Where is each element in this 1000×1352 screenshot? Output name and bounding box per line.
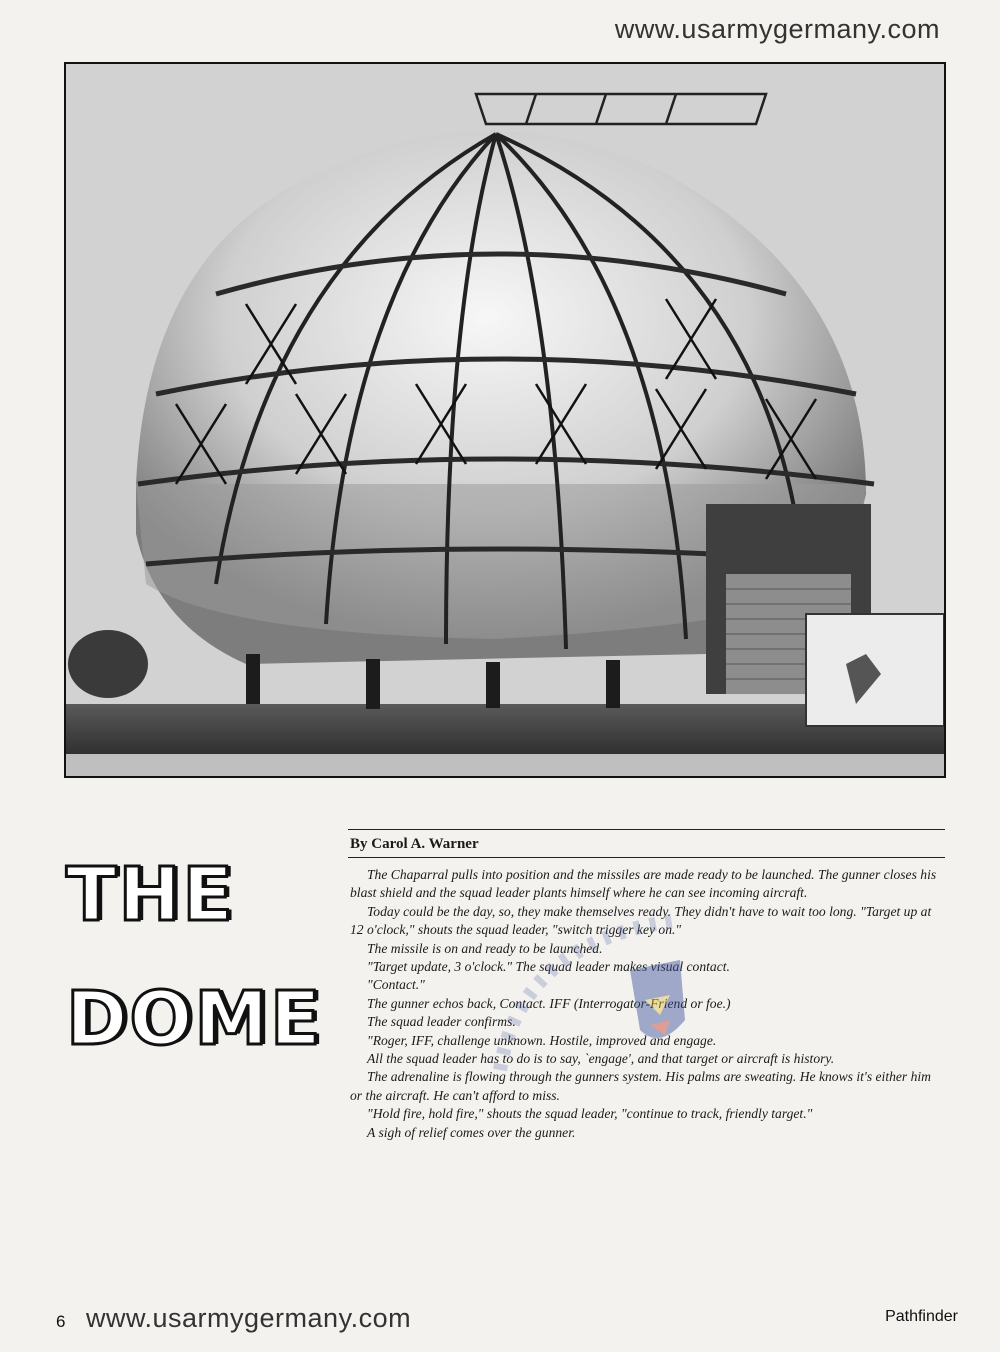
paragraph: The adrenaline is flowing through the gunners system. His palms are sweating. He knows it's either him or the aircraft. He can't afford to miss. (350, 1069, 932, 1103)
site-url-top: www.usarmygermany.com (614, 14, 940, 44)
page-number: 6 (56, 1312, 66, 1331)
paragraph: "Target update, 3 o'clock." The squad leader makes visual contact. (367, 959, 730, 975)
paragraph: "Hold fire, hold fire," shouts the squad leader, "continue to track, friendly target." (367, 1106, 813, 1122)
show-through-text (70, 790, 330, 806)
dome-photo (64, 62, 946, 778)
title-line-2: DOME (66, 976, 323, 1062)
paragraph: The gunner echos back, Contact. IFF (Interrogator-Friend or foe.) (367, 995, 731, 1011)
paragraph: The squad leader confirms. (367, 1014, 516, 1030)
publication-name: Pathfinder (885, 1308, 958, 1325)
byline-rule-bottom (348, 857, 945, 858)
byline-rule-top (348, 829, 945, 830)
paragraph: A sigh of relief comes over the gunner. (367, 1124, 576, 1140)
paragraph: The missile is on and ready to be launched. (367, 940, 603, 956)
title-line-1: THE (66, 852, 235, 938)
article-title (66, 852, 326, 1062)
paragraph: Today could be the day, so, they make themselves ready. They didn't have to wait too long. "Target up at 12 o'clock," shouts the squad leader, "switch trigger key on." (350, 903, 932, 938)
paragraph: All the squad leader has to do is to say, `engage', and that target or aircraft is history. (367, 1051, 835, 1067)
byline: By Carol A. Warner (350, 836, 479, 852)
paragraph: "Roger, IFF, challenge unknown. Hostile, improved and engage. (367, 1032, 717, 1048)
dome-illustration (66, 64, 944, 776)
paragraph: "Contact." (367, 977, 425, 993)
site-url-bottom: www.usarmygermany.com (86, 1303, 412, 1333)
article-body (350, 866, 945, 1142)
paragraph: The Chaparral pulls into position and the missiles are made ready to be launched. The gunner closes his blast shield and the squad leader plants himself where he can see incoming aircraft. (350, 867, 937, 901)
